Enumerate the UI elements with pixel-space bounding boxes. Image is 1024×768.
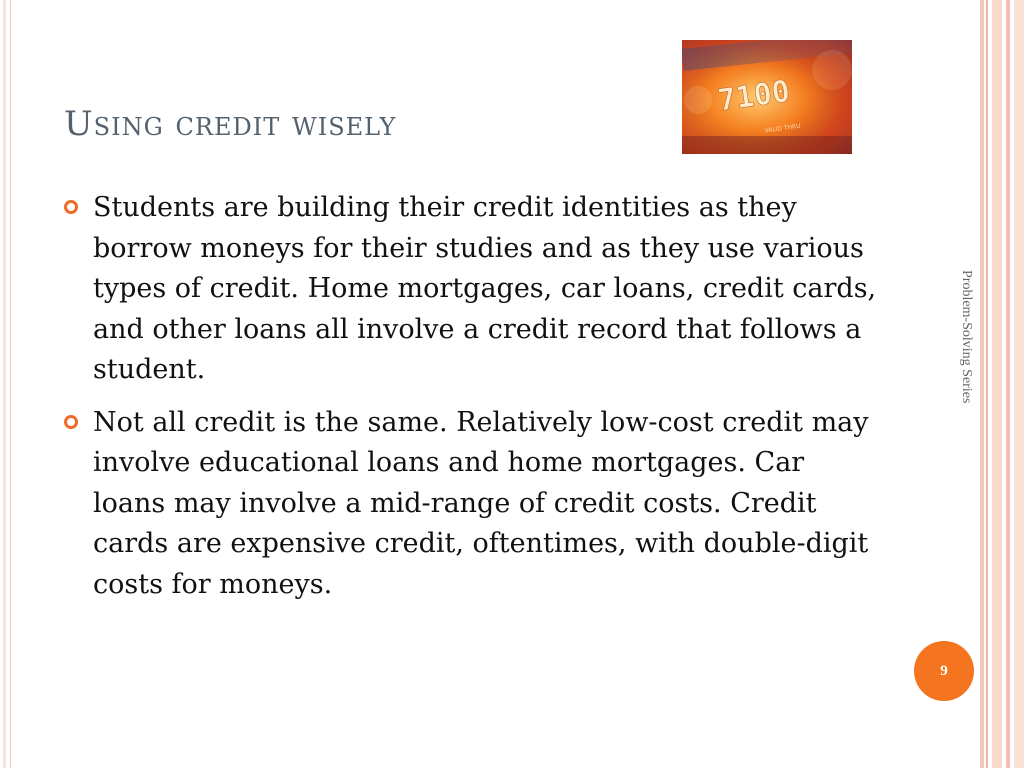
- list-item: [64, 403, 884, 606]
- bullet-ring-icon: [64, 415, 78, 429]
- slide-title: Using credit wisely: [64, 104, 397, 144]
- bullet-ring-icon: [64, 200, 78, 214]
- decorative-stripe: [992, 0, 1002, 768]
- card-digits: 7100: [715, 73, 793, 119]
- decorative-stripe: [1006, 0, 1010, 768]
- list-item: [64, 188, 884, 391]
- page-number: 9: [940, 662, 948, 679]
- credit-card-image: [682, 40, 852, 154]
- decorative-stripe: [986, 0, 988, 768]
- decorative-stripe: [980, 0, 984, 768]
- series-label: Problem-Solving Series: [959, 270, 974, 404]
- page-number-badge: [914, 641, 974, 701]
- decorative-stripe: [1014, 0, 1024, 768]
- bullet-text: Not all credit is the same. Relatively low-cost credit may involve educational loans and home mortgages. Car loans may involve a mid-range of credit costs. Credit cards are expensive credit, oftentimes, with double-digit costs for moneys.: [93, 406, 869, 600]
- left-border-fill: [3, 0, 6, 768]
- bullet-list: [64, 188, 884, 617]
- bullet-text: Students are building their credit identities as they borrow moneys for their studies and as they use various types of credit. Home mortgages, car loans, credit cards, and other loans all involve a credit record that follows a student.: [93, 192, 877, 385]
- card-small-text: VALID THRU: [764, 122, 802, 135]
